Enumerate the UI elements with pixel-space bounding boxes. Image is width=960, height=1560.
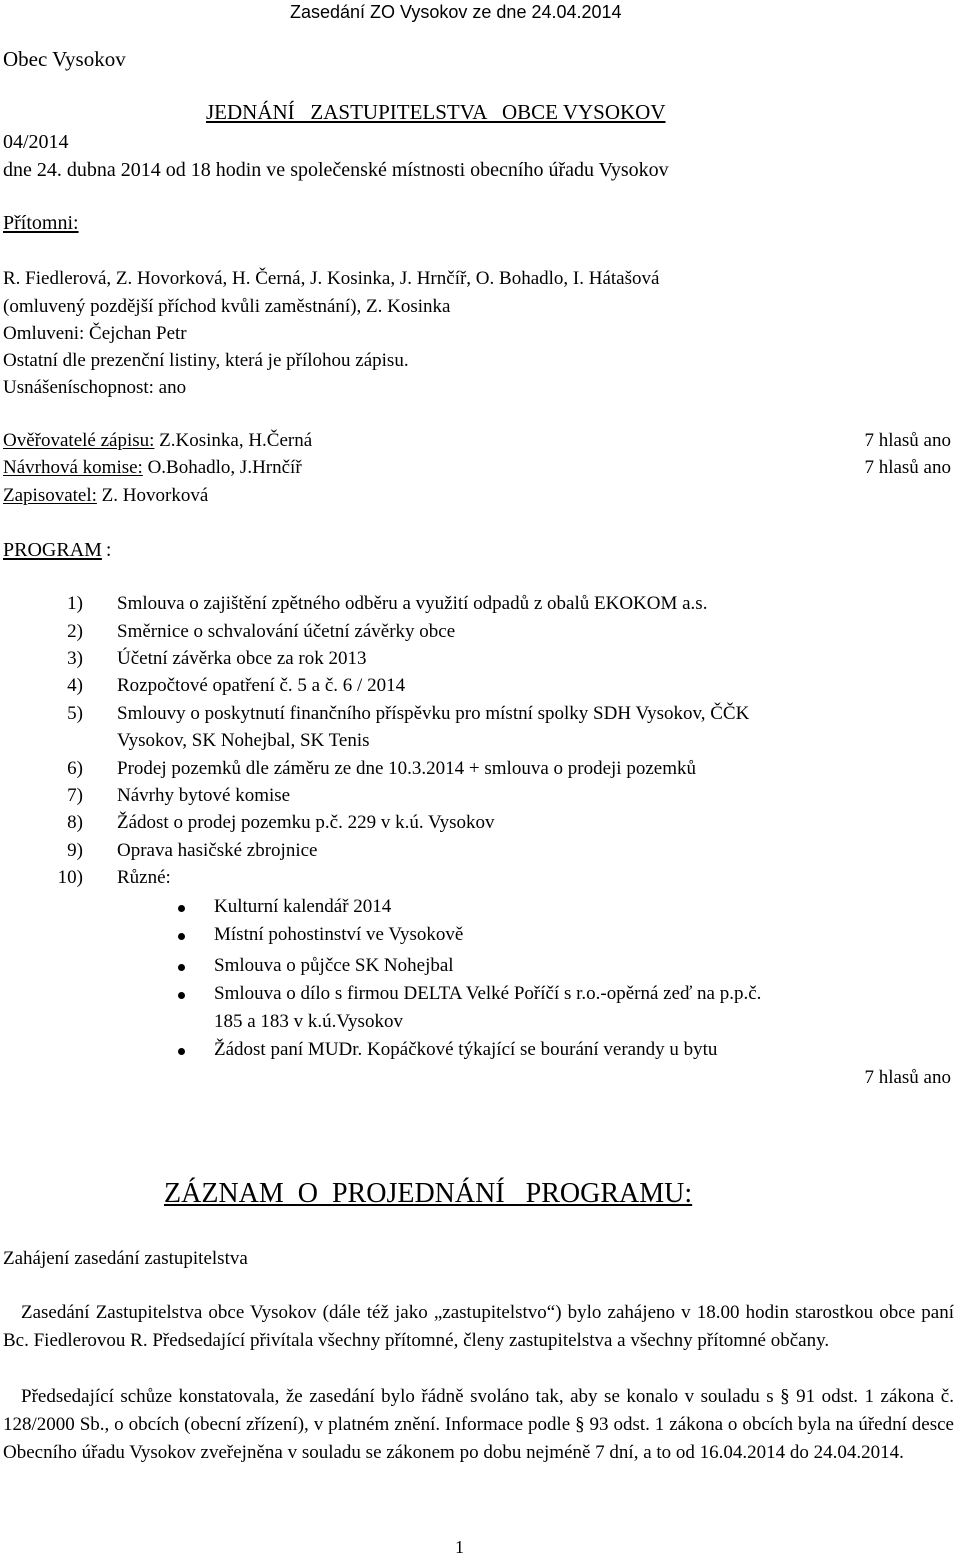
program-item	[0, 676, 960, 700]
program-item-text: Návrhy bytové komise	[117, 785, 291, 806]
program-item	[0, 649, 960, 673]
program-item	[0, 868, 960, 892]
present-label: Přítomni:	[3, 212, 79, 234]
program-subitem-text: Smlouva o dílo s firmou DELTA Velké Poříčí s r.o.-opěrná zeď na p.p.č.	[214, 983, 762, 1004]
program-item-text: Prodej pozemků dle záměru ze dne 10.3.2014 + smlouva o prodeji pozemků	[117, 758, 696, 779]
program-item	[0, 841, 960, 865]
program-item-number: 3)	[67, 648, 83, 669]
program-subitem-continuation	[0, 1012, 960, 1036]
program-item	[0, 622, 960, 646]
program-subitem	[0, 956, 960, 980]
convening-paragraph: Předsedající schůze konstatovala, že zasedání bylo řádně svoláno tak, aby se konalo v souladu s § 91 odst. 1 zákona č. 128/2000 Sb., o obcích (obecní zřízení), v platném znění. Informace podle § 93 odst. 1 zákona o obcích byla na úřední desce Obecního úřadu Vysokov zveřejněna v souladu se zákonem po dobu nejméně 7 dní, a to od 16.04.2014 do 24.04.2014.	[3, 1386, 954, 1463]
program-subitem-text: Kulturní kalendář 2014	[214, 896, 392, 917]
program-item-text: Rozpočtové opatření č. 5 a č. 6 / 2014	[117, 675, 406, 696]
bullet-icon	[178, 905, 185, 912]
program-item	[0, 759, 960, 783]
program-heading	[3, 540, 111, 560]
proposal-committee-row	[3, 458, 302, 477]
present-line-1: R. Fiedlerová, Z. Hovorková, H. Černá, J. Kosinka, J. Hrnčíř, O. Bohadlo, I. Hátašová	[3, 268, 660, 289]
program-colon: :	[105, 539, 112, 561]
program-subitem	[0, 897, 960, 921]
bullet-icon	[178, 964, 185, 971]
program-item-text: Různé:	[117, 867, 171, 888]
program-subitem-text: 185 a 183 v k.ú.Vysokov	[214, 1011, 403, 1032]
bullet-icon	[178, 992, 185, 999]
program-subitem-text: Smlouva o půjčce SK Nohejbal	[214, 955, 454, 976]
program-item-number: 5)	[67, 703, 83, 724]
page-number: 1	[455, 1537, 464, 1557]
program-item-text: Účetní závěrka obce za rok 2013	[117, 648, 367, 669]
program-item-text: Smlouva o zajištění zpětného odběru a využití odpadů z obalů EKOKOM a.s.	[117, 593, 708, 614]
program-item-text: Žádost o prodej pozemku p.č. 229 v k.ú. Vysokov	[117, 812, 495, 833]
program-item-continuation	[0, 731, 960, 755]
program-item-text: Smlouvy o poskytnutí finančního příspěvku pro místní spolky SDH Vysokov, ČČK	[117, 703, 750, 724]
program-item	[0, 704, 960, 728]
bullet-icon	[178, 933, 185, 940]
program-item-number: 6)	[67, 758, 83, 779]
program-vote: 7 hlasů ano	[864, 1067, 951, 1088]
others-line: Ostatní dle prezenční listiny, která je přílohou zápisu.	[3, 350, 409, 371]
verifiers-vote: 7 hlasů ano	[864, 430, 951, 451]
record-title: ZÁZNAM O PROJEDNÁNÍ PROGRAMU:	[164, 1178, 693, 1209]
program-item-number: 2)	[67, 621, 83, 642]
municipality-name: Obec Vysokov	[3, 47, 126, 71]
proposal-committee-value: O.Bohadlo, J.Hrnčíř	[142, 457, 302, 478]
verifiers-value: Z.Kosinka, H.Černá	[154, 430, 313, 451]
program-item-text: Vysokov, SK Nohejbal, SK Tenis	[117, 730, 370, 751]
program-item-number: 4)	[67, 675, 83, 696]
verifiers-label: Ověřovatelé zápisu:	[3, 430, 155, 451]
program-item-text: Směrnice o schvalování účetní závěrky obce	[117, 621, 456, 642]
program-subitem-text: Místní pohostinství ve Vysokově	[214, 924, 464, 945]
program-item-text: Oprava hasičské zbrojnice	[117, 840, 318, 861]
recorder-value: Z. Hovorková	[96, 485, 209, 506]
program-subitem	[0, 925, 960, 949]
program-item-number: 9)	[67, 840, 83, 861]
program-subitem	[0, 1040, 960, 1064]
program-item-number: 8)	[67, 812, 83, 833]
meeting-number: 04/2014	[3, 131, 69, 153]
excused-line: Omluveni: Čejchan Petr	[3, 323, 187, 344]
program-subitem	[0, 984, 960, 1008]
program-item-number: 10)	[57, 867, 83, 888]
meeting-date-line: dne 24. dubna 2014 od 18 hodin ve společenské místnosti obecního úřadu Vysokov	[3, 159, 669, 181]
quorum-line: Usnášeníschopnost: ano	[3, 377, 187, 398]
program-item	[0, 594, 960, 618]
program-subitem-text: Žádost paní MUDr. Kopáčkové týkající se bourání verandy u bytu	[214, 1039, 718, 1060]
section-heading: Zahájení zasedání zastupitelstva	[3, 1248, 248, 1269]
recorder-label: Zapisovatel:	[3, 485, 97, 506]
document-title: JEDNÁNÍ ZASTUPITELSTVA OBCE VYSOKOV	[206, 100, 666, 124]
proposal-committee-label: Návrhová komise:	[3, 457, 143, 478]
program-item-number: 1)	[67, 593, 83, 614]
program-item	[0, 813, 960, 837]
meeting-header: Zasedání ZO Vysokov ze dne 24.04.2014	[290, 2, 622, 22]
program-label: PROGRAM	[3, 539, 102, 561]
bullet-icon	[178, 1048, 185, 1055]
present-line-2: (omluvený pozdější příchod kvůli zaměstnání), Z. Kosinka	[3, 296, 451, 317]
opening-paragraph: Zasedání Zastupitelstva obce Vysokov (dále též jako „zastupitelstvo“) bylo zahájeno v 18.00 hodin starostkou obce paní Bc. Fiedlerovou R. Předsedající přivítala všechny přítomné, členy zastupitelstva a všechny přítomné občany.	[3, 1302, 954, 1351]
program-item-number: 7)	[67, 785, 83, 806]
verifiers-row	[3, 431, 312, 450]
program-item	[0, 786, 960, 810]
recorder-row	[3, 486, 208, 505]
proposal-committee-vote: 7 hlasů ano	[864, 457, 951, 478]
